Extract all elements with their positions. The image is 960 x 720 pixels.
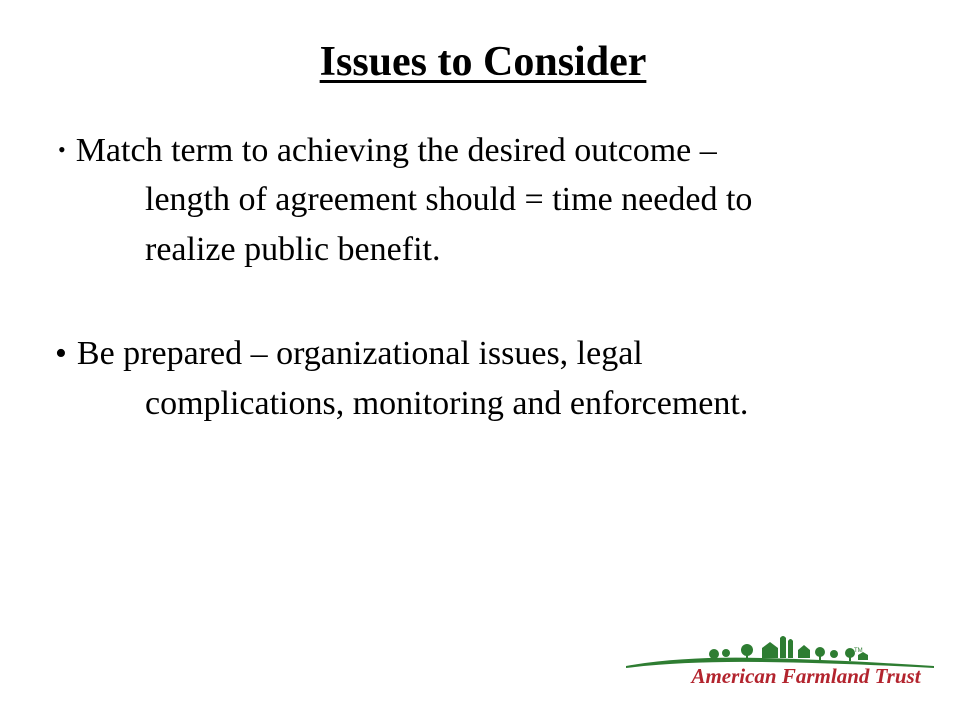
- american-farmland-trust-logo: [622, 628, 940, 700]
- slide-title: Issues to Consider: [319, 39, 647, 85]
- bullet-2-marker: •: [55, 335, 67, 372]
- logo-wordmark: American Farmland Trust: [691, 664, 921, 688]
- bullet-2-line-2: complications, monitoring and enforcement.: [145, 385, 749, 422]
- trademark-mark: TM: [854, 648, 863, 654]
- bullet-1-line-1: • Match term to achieving the desired outcome –: [58, 132, 717, 169]
- bullet-1-line-3: realize public benefit.: [145, 231, 441, 268]
- bullet-2-line-1: • Be prepared – organizational issues, legal: [55, 335, 643, 372]
- bullet-1-marker: •: [58, 137, 66, 162]
- bullet-1-line-2: length of agreement should = time needed to: [145, 181, 753, 218]
